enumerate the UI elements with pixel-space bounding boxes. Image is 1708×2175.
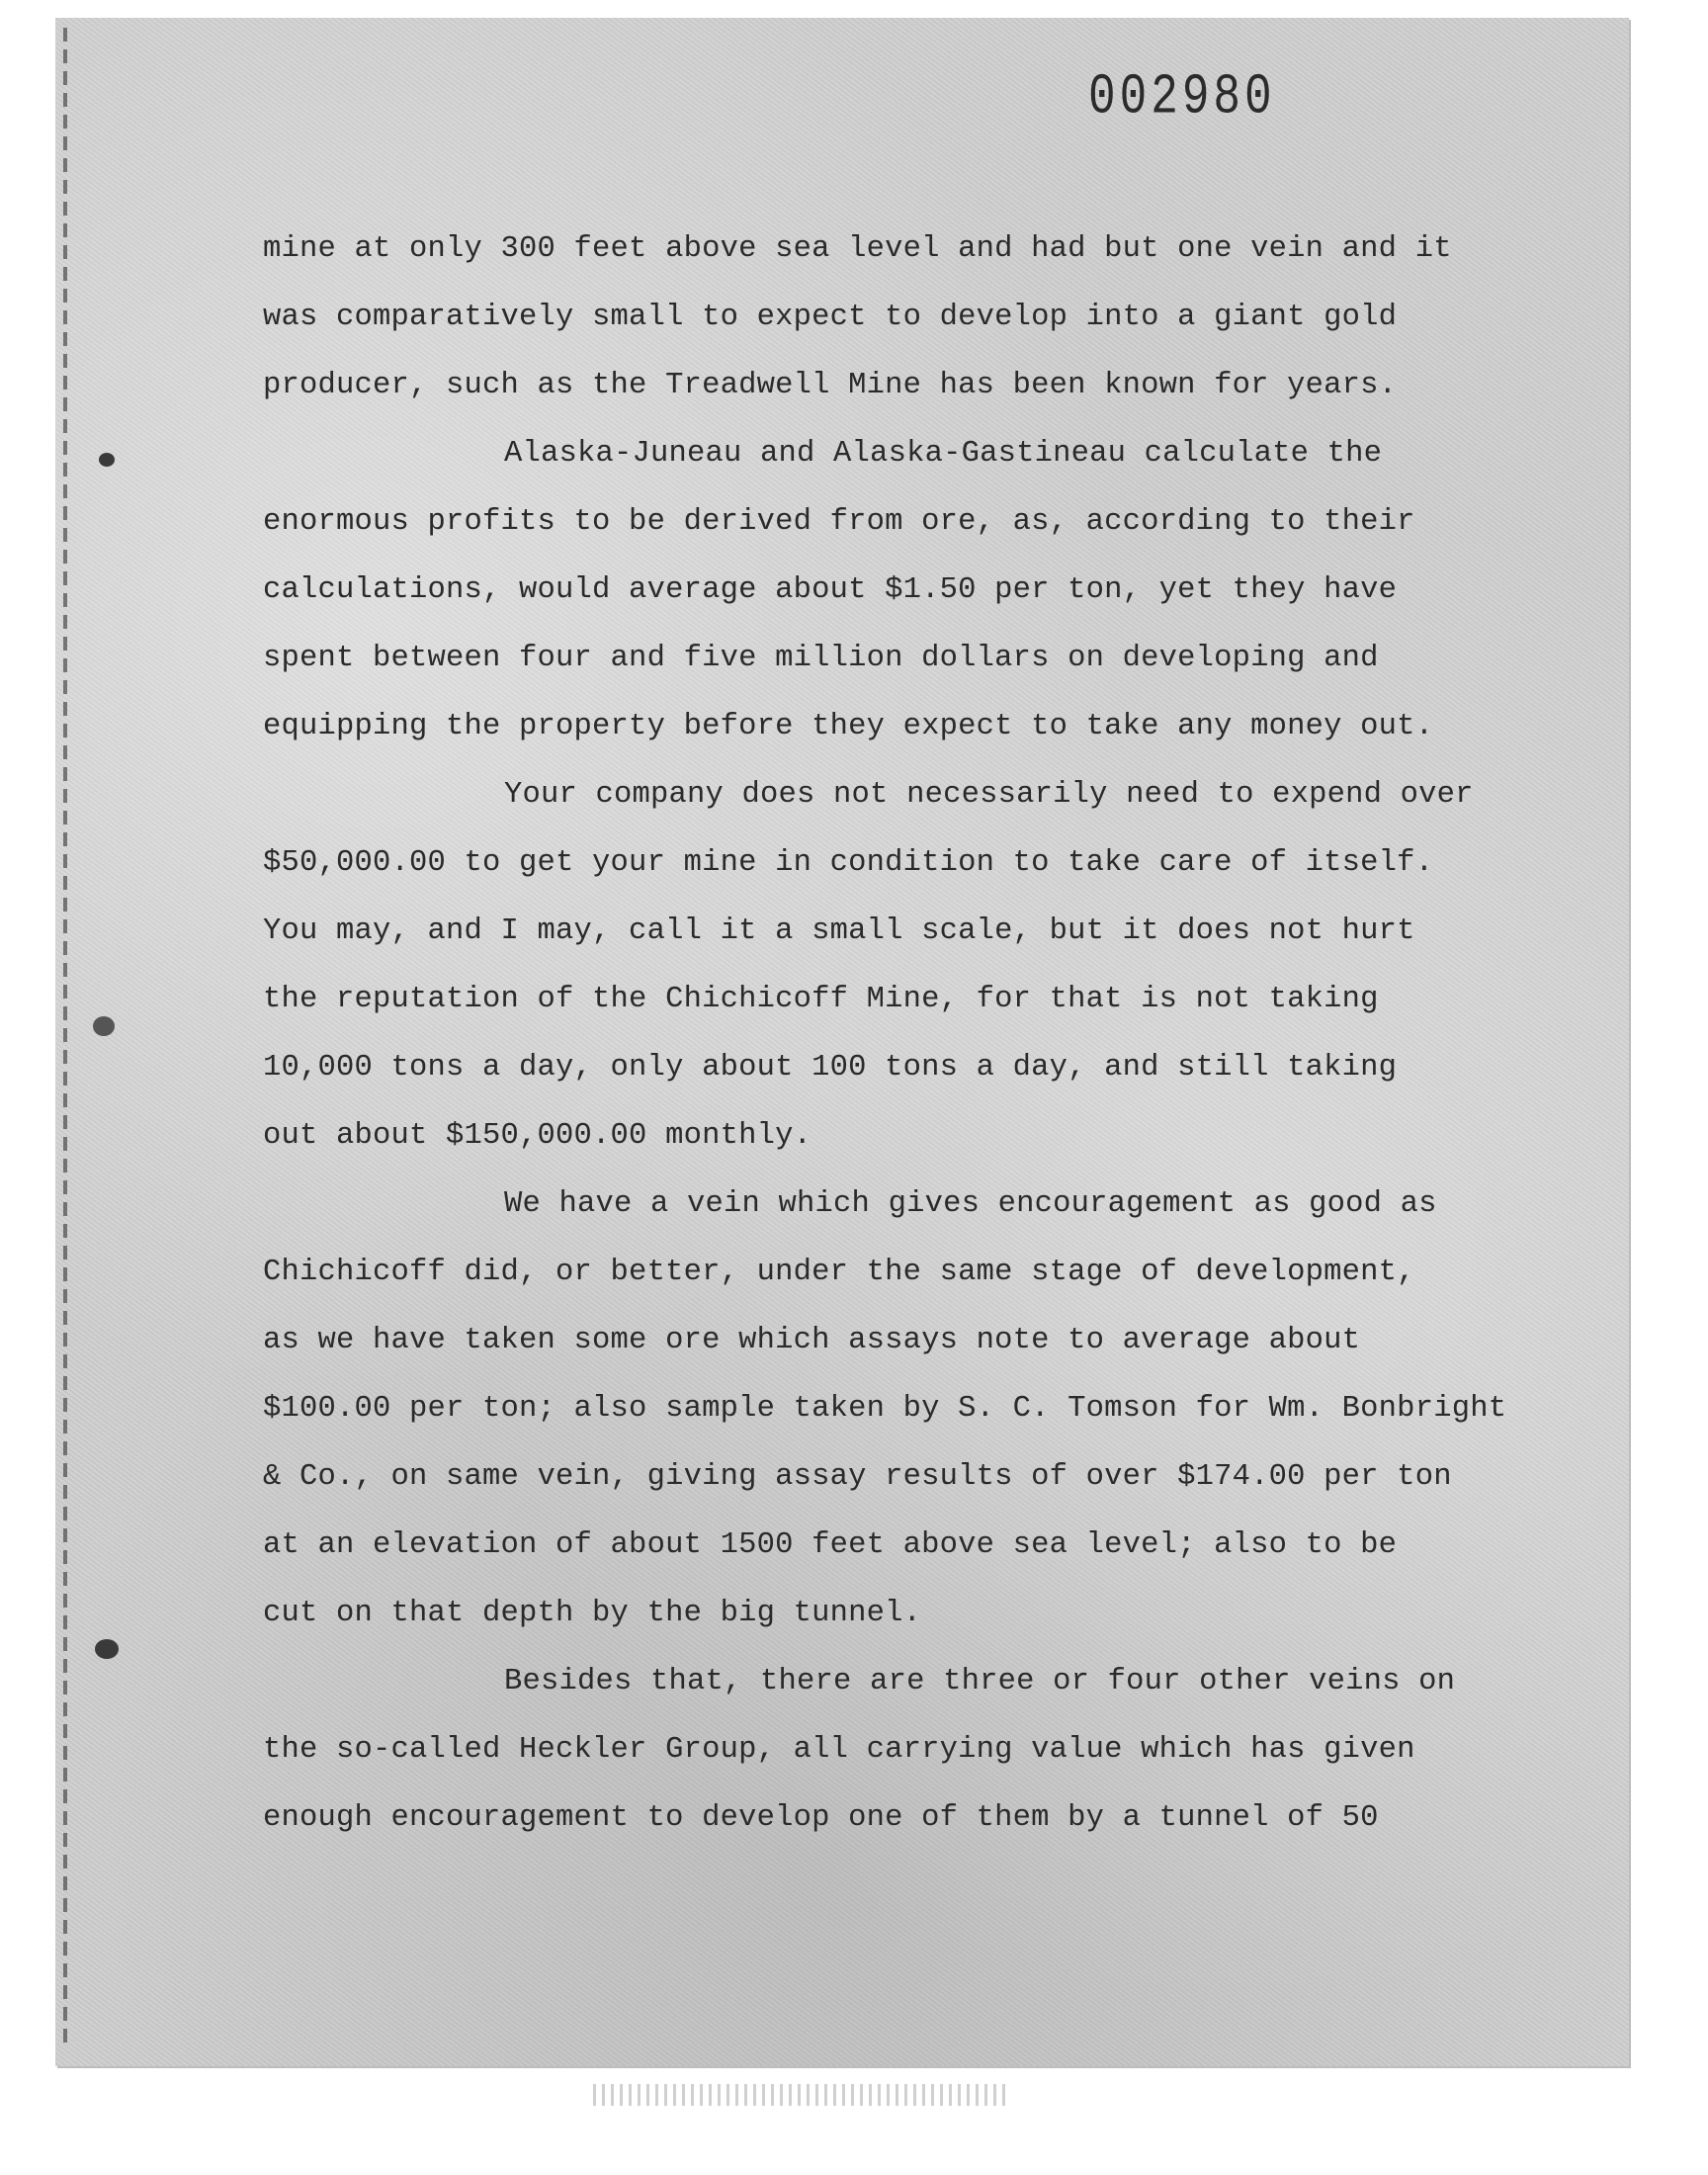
text-line: the so-called Heckler Group, all carrying value which has given: [263, 1733, 1415, 1767]
punch-hole-bottom: [95, 1639, 119, 1659]
text-line: 10,000 tons a day, only about 100 tons a day, and still taking: [263, 1051, 1398, 1085]
paragraph-start-line: Your company does not necessarily need to expend over: [504, 778, 1474, 812]
text-line: the reputation of the Chichicoff Mine, for that is not taking: [263, 983, 1379, 1016]
text-line: enough encouragement to develop one of them by a tunnel of 50: [263, 1801, 1379, 1835]
punch-hole-top: [99, 453, 115, 467]
text-line: $50,000.00 to get your mine in condition to take care of itself.: [263, 846, 1434, 880]
paragraph-start-line: We have a vein which gives encouragement as good as: [504, 1187, 1437, 1221]
text-line: was comparatively small to expect to develop into a giant gold: [263, 301, 1398, 334]
text-line: at an elevation of about 1500 feet above sea level; also to be: [263, 1528, 1398, 1562]
text-line: out about $150,000.00 monthly.: [263, 1119, 812, 1153]
text-line: enormous profits to be derived from ore, as, according to their: [263, 505, 1415, 539]
text-line: as we have taken some ore which assays note to average about: [263, 1324, 1361, 1357]
text-line: mine at only 300 feet above sea level and had but one vein and it: [263, 232, 1452, 266]
page-number: 002980: [1088, 65, 1276, 130]
scan-artifact: [593, 2084, 1008, 2106]
document-page: [55, 18, 1629, 2066]
text-line: & Co., on same vein, giving assay results of over $174.00 per ton: [263, 1460, 1452, 1494]
paragraph-start-line: Besides that, there are three or four other veins on: [504, 1665, 1456, 1698]
letter-body: [263, 216, 1686, 1853]
text-line: $100.00 per ton; also sample taken by S. C. Tomson for Wm. Bonbright: [263, 1392, 1507, 1426]
text-line: equipping the property before they expect to take any money out.: [263, 710, 1434, 743]
text-line: You may, and I may, call it a small scale, but it does not hurt: [263, 914, 1415, 948]
punch-hole-middle: [93, 1016, 115, 1036]
text-line: producer, such as the Treadwell Mine has been known for years.: [263, 369, 1398, 402]
page-left-edge: [63, 28, 67, 2044]
text-line: spent between four and five million dollars on developing and: [263, 642, 1379, 675]
paragraph-start-line: Alaska-Juneau and Alaska-Gastineau calculate the: [504, 437, 1383, 471]
text-line: calculations, would average about $1.50 per ton, yet they have: [263, 573, 1398, 607]
text-line: cut on that depth by the big tunnel.: [263, 1597, 922, 1630]
text-line: Chichicoff did, or better, under the same stage of development,: [263, 1256, 1415, 1289]
